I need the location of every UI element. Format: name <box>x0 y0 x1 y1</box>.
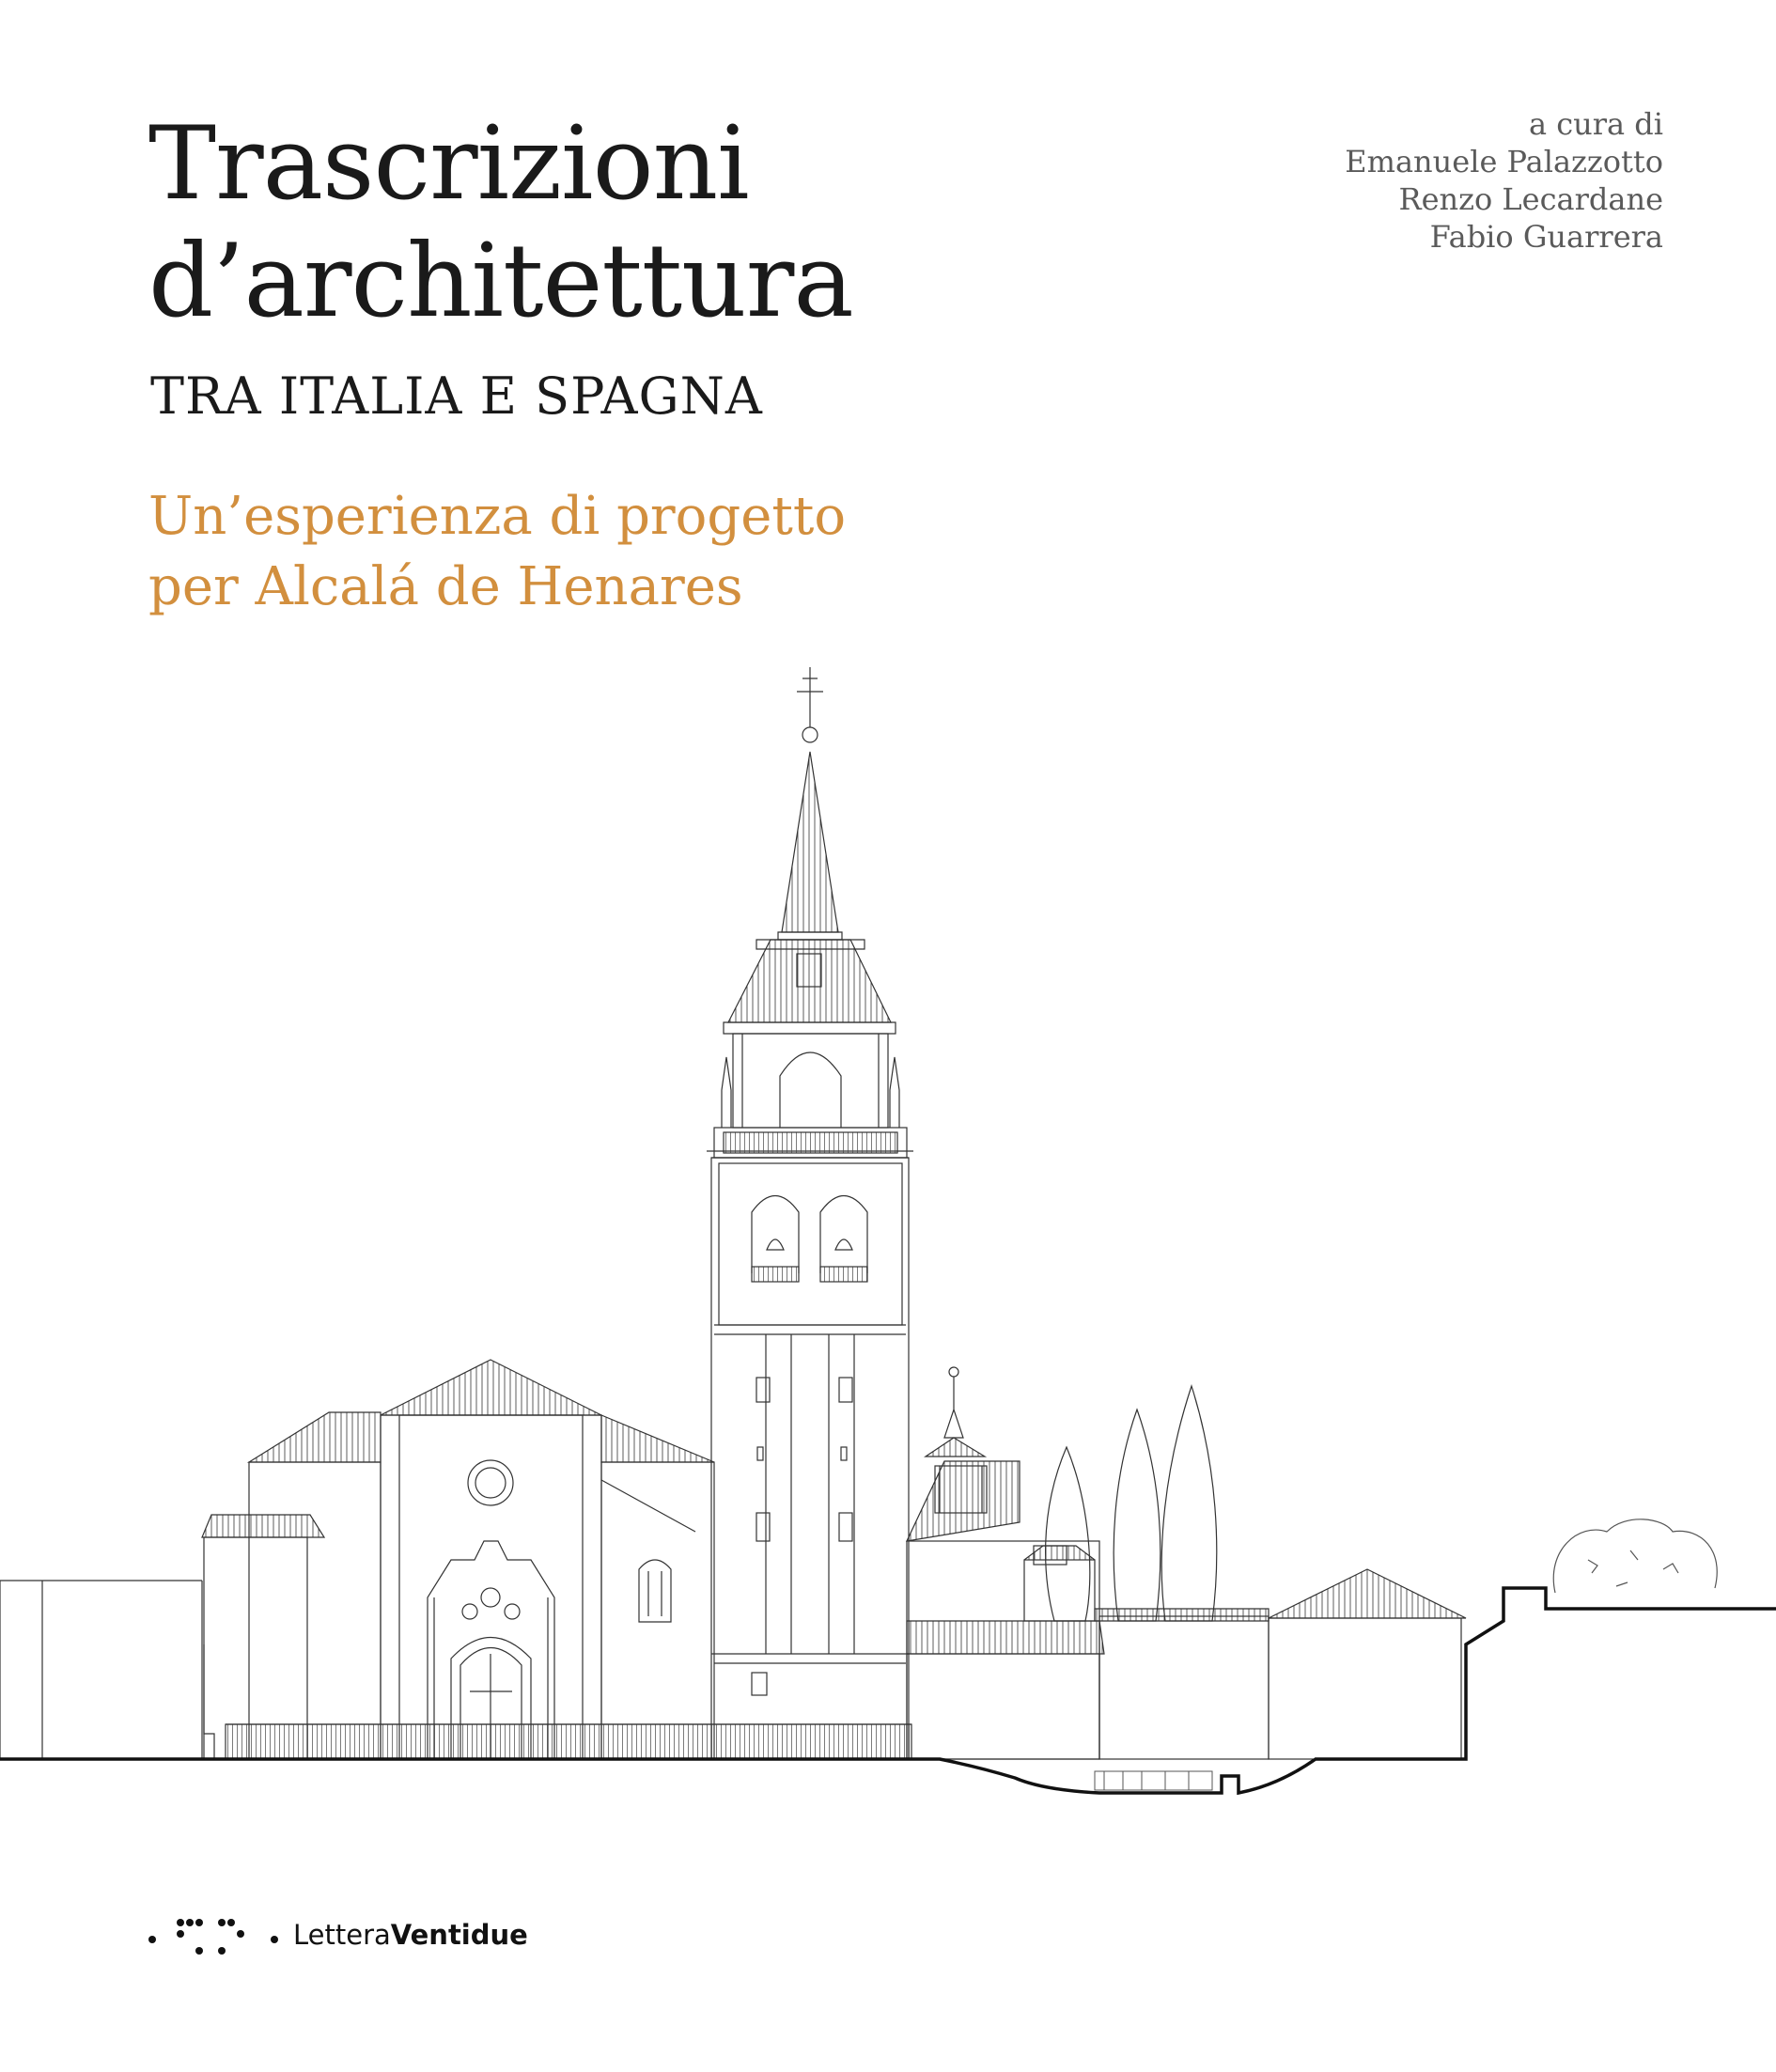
church-elevation-drawing-icon <box>0 639 1776 1823</box>
title-line-2: d’architettura <box>148 223 853 340</box>
publisher-name-bold: Ventidue <box>390 1919 528 1951</box>
editors-intro: a cura di <box>1528 106 1663 142</box>
book-subtitle: TRA ITALIA E SPAGNA <box>150 366 763 426</box>
publisher-name <box>293 1919 528 1951</box>
title-line-1: Trascrizioni <box>148 105 749 223</box>
editor-name: Fabio Guarrera <box>1429 219 1663 255</box>
publisher-name-light: Lettera <box>293 1919 391 1951</box>
editor-name: Emanuele Palazzotto <box>1345 144 1663 179</box>
book-title <box>148 105 853 340</box>
editors-block <box>1345 105 1663 256</box>
publisher-dots-icon <box>147 1908 278 1964</box>
editor-name: Renzo Lecardane <box>1398 181 1663 217</box>
book-tagline <box>148 481 846 622</box>
tagline-line-1: Un’esperienza di progetto <box>148 486 847 547</box>
tagline-line-2: per Alcalá de Henares <box>148 556 743 617</box>
